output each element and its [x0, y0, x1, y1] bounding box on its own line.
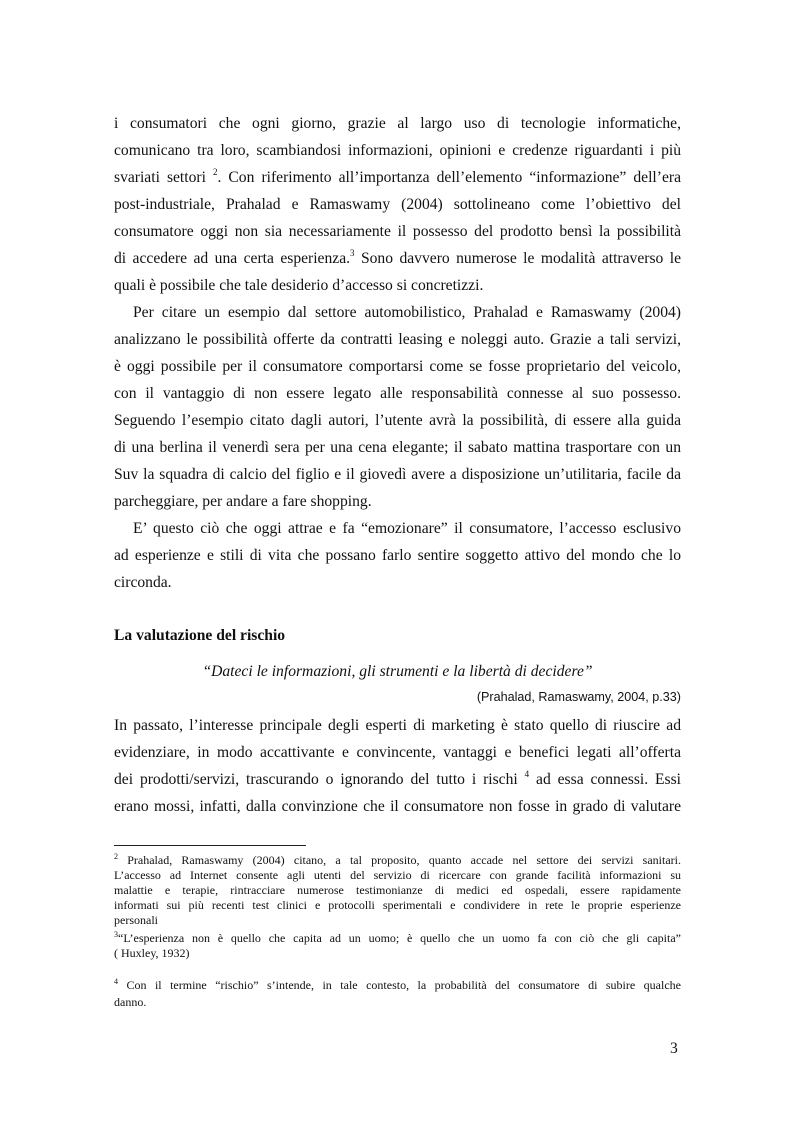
body-line: Suv la squadra di calcio del figlio e il giovedì avere a disposizione un’utilitaria, facile da: [114, 466, 681, 483]
footnote-3: $^3$“L’esperienza non è quello che capita ad un uomo; è quello che un uomo fa con ciò che gli capita”: [114, 930, 681, 945]
body-line: In passato, l’interesse principale degli esperti di marketing è stato quello di riuscire ad: [114, 717, 681, 734]
footnote-ref-2[interactable]: 2: [212, 167, 218, 177]
body-line: parcheggiare, per andare a fare shopping.: [114, 493, 372, 510]
body-line: quali è possibile che tale desiderio d’accesso si concretizzi.: [114, 277, 484, 294]
body-line: è oggi possibile per il consumatore comportarsi come se fosse proprietario del veicolo,: [114, 358, 681, 375]
footnote-line: personali: [114, 913, 158, 927]
footnote-ref-3[interactable]: 3: [350, 248, 355, 258]
body-line: post-industriale, Prahalad e Ramaswamy (2004) sottolineano come l’obiettivo del: [114, 196, 681, 213]
footnote-line: malattie e terapie, rintracciare numerose testimonianze di medici ed ospedali, essere rapidamente: [114, 883, 681, 897]
body-line: svariati settori $^2$. Con riferimento all’importanza dell’elemento “informazione” dell’era: [114, 167, 681, 186]
footnote-4: $^4$ Con il termine “rischio” s’intende, in tale contesto, la probabilità del consumatore di subire qualche: [114, 977, 681, 992]
body-line: di accedere ad una certa esperienza.$^3$ Sono davvero numerose le modalità attraverso le: [114, 248, 682, 267]
footnote-2: $^2$ Prahalad, Ramaswamy (2004) citano, a tal proposito, quanto accade nel settore dei servizi sanitari.: [114, 852, 681, 867]
footnote-separator: [114, 845, 306, 846]
body-line: E’ questo ciò che oggi attrae e fa “emozionare” il consumatore, l’accesso esclusivo: [133, 520, 681, 537]
body-line: erano mossi, infatti, dalla convinzione che il consumatore non fosse in grado di valutare: [114, 798, 681, 815]
body-line: circonda.: [114, 574, 172, 591]
page-number: 3: [670, 1040, 678, 1057]
footnote-line: L’accesso ad Internet consente agli utenti del servizio di ricercare con grande facilità informazioni su: [114, 868, 681, 882]
body-line: consumatore oggi non sia necessariamente il possesso del prodotto bensì la possibilità: [114, 223, 681, 240]
footnote-line: informati sui più recenti test clinici e protocolli sperimentali e condividere in rete le proprie esperienze: [114, 898, 681, 912]
footnote-ref-4[interactable]: 4: [524, 769, 530, 779]
footnote-line: ( Huxley, 1932): [114, 946, 190, 960]
section-heading: La valutazione del rischio: [114, 627, 286, 644]
body-line: con il vantaggio di non essere legato alle responsabilità connesse al suo possesso.: [114, 385, 681, 402]
epigraph-quote: “Dateci le informazioni, gli strumenti e la libertà di decidere”: [202, 663, 593, 680]
body-line: Per citare un esempio dal settore automobilistico, Prahalad e Ramaswamy (2004): [133, 304, 681, 321]
body-line: di una berlina il venerdì sera per una cena elegante; il sabato mattina trasportare con un: [114, 439, 681, 456]
body-line: analizzano le possibilità offerte da contratti leasing e noleggi auto. Grazie a tali servizi,: [114, 331, 681, 348]
epigraph-citation: (Prahalad, Ramaswamy, 2004, p.33): [476, 690, 681, 704]
body-line: dei prodotti/servizi, trascurando o ignorando del tutto i rischi $^4$ ad essa connessi. Essi: [114, 769, 681, 788]
body-line: evidenziare, in modo accattivante e convincente, vantaggi e benefici legati all’offerta: [114, 744, 681, 761]
footnote-line: danno.: [114, 995, 147, 1009]
body-line: Seguendo l’esempio citato dagli autori, l’utente avrà la possibilità, di essere alla guida: [114, 412, 681, 429]
body-line: i consumatori che ogni giorno, grazie al largo uso di tecnologie informatiche,: [114, 115, 681, 132]
body-line: comunicano tra loro, scambiandosi informazioni, opinioni e credenze riguardanti i più: [114, 142, 681, 159]
body-line: ad esperienze e stili di vita che possano farlo sentire soggetto attivo del mondo che lo: [114, 547, 681, 564]
